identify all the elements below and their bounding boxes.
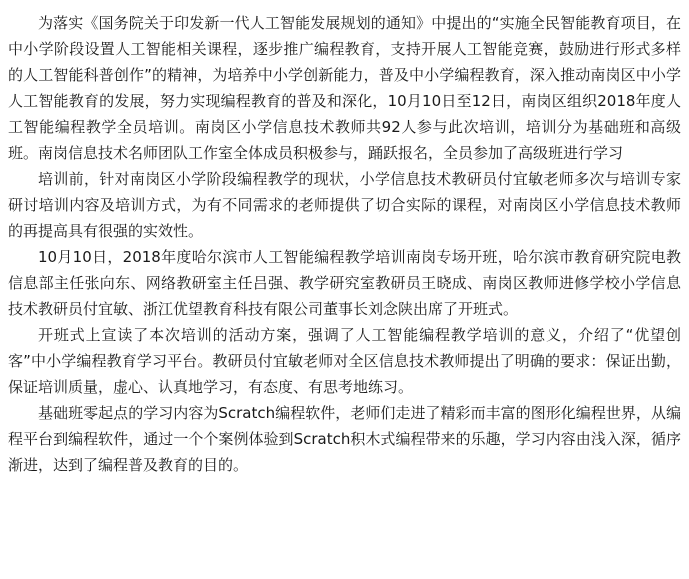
- paragraph-basic-class: 基础班零起点的学习内容为Scratch编程软件，老师们走进了精彩而丰富的图形化编程世界，从编程平台到编程软件，通过一个个案例体验到Scratch积木式编程带来的乐趣，学习内容由浅入深，循序渐进，达到了编程普及教育的目的。: [8, 404, 681, 474]
- paragraph-intro: 为落实《国务院关于印发新一代人工智能发展规划的通知》中提出的“实施全民智能教育项目，在中小学阶段设置人工智能相关课程，逐步推广编程教育，支持开展人工智能竞赛，鼓励进行形式多样的人工智能科普创作”的精神，为培养中小学创新能力，普及中小学编程教育，深入推动南岗区中小学人工智能教育的发展，努力实现编程教育的普及和深化，10月10日至12日，南岗区组织2018年度人工智能编程教学全员培训。南岗区小学信息技术教师共92人参与此次培训，培训分为基础班和高级班。南岗信息技术名师团队工作室全体成员积极参与，踊跃报名，全员参加了高级班进行学习: [8, 14, 681, 162]
- paragraph-opening: 10月10日，2018年度哈尔滨市人工智能编程教学培训南岗专场开班，哈尔滨市教育研究院电教信息部主任张向东、网络教研室主任吕强、教学研究室教研员王晓成、南岗区教师进修学校小学信息技术教研员付宜敏、浙江优望教育科技有限公司董事长刘念陕出席了开班式。: [8, 248, 681, 318]
- paragraph-pre-training: 培训前，针对南岗区小学阶段编程教学的现状，小学信息技术教研员付宜敏老师多次与培训专家研讨培训内容及培训方式，为有不同需求的老师提供了切合实际的课程，对南岗区小学信息技术教师的再提高具有很强的实效性。: [8, 170, 681, 240]
- paragraph-ceremony: 开班式上宣读了本次培训的活动方案，强调了人工智能编程教学培训的意义，介绍了“优望创客”中小学编程教育学习平台。教研员付宜敏老师对全区信息技术教师提出了明确的要求：保证出勤，保证培训质量，虚心、认真地学习，有态度、有思考地练习。: [8, 326, 681, 396]
